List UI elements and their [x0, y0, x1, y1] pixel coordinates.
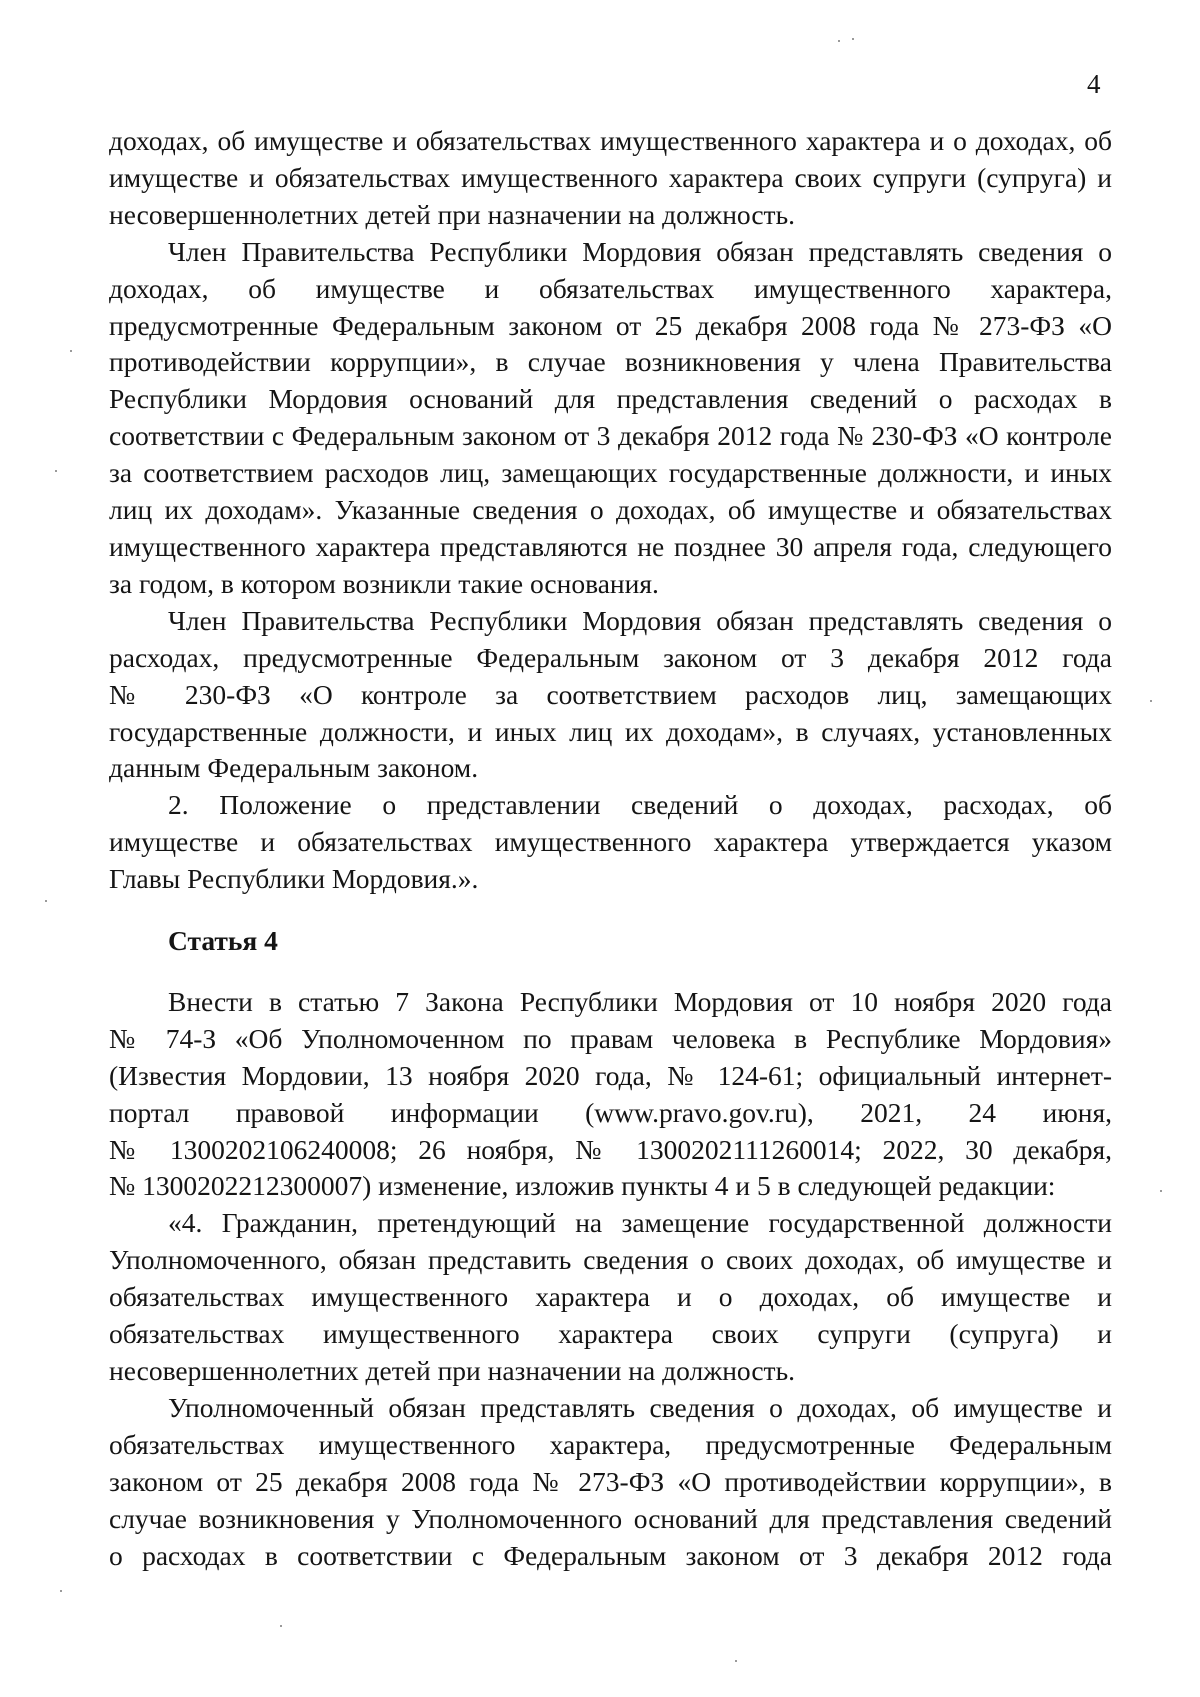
- text-line: государственные должности, и иных лиц их доходам», в случаях, установленных: [109, 715, 1112, 747]
- text-line: обязательствах имущественного характера и о доходах, об имуществе и: [109, 1281, 1112, 1313]
- text-line: 2. Положение о представлении сведений о доходах, расходах, об: [168, 789, 1112, 821]
- text-line: соответствии с Федеральным законом от 3 декабря 2012 года № 230-ФЗ «О контроле: [109, 420, 1112, 452]
- text-line: за соответствием расходов лиц, замещающих государственные должности, и иных: [109, 457, 1112, 489]
- page-number: 4: [1087, 69, 1101, 99]
- scan-speck: [60, 1590, 62, 1592]
- text-line: расходах, предусмотренные Федеральным законом от 3 декабря 2012 года: [109, 641, 1112, 673]
- text-line: противодействии коррупции», в случае возникновения у члена Правительства: [109, 346, 1112, 378]
- paragraph-continuation: [109, 123, 1112, 234]
- paragraph-ombudsman-reporting: [109, 1390, 1112, 1575]
- text-line: Республики Мордовия оснований для представления сведений о расходах в: [109, 383, 1112, 415]
- text-line: доходах, об имуществе и обязательствах имущественного характера,: [109, 272, 1112, 304]
- paragraph-item-4: [109, 1205, 1112, 1390]
- text-line: Внести в статью 7 Закона Республики Мордовия от 10 ноября 2020 года: [168, 985, 1112, 1017]
- text-line: имущественного характера представляются не позднее 30 апреля года, следующего: [109, 530, 1112, 562]
- text-line: Главы Республики Мордовия.».: [109, 863, 479, 895]
- text-line: имуществе и обязательствах имущественного характера своих супруги (супруга) и: [109, 161, 1112, 193]
- text-line: о расходах в соответствии с Федеральным законом от 3 декабря 2012 года: [109, 1539, 1112, 1571]
- paragraph-expense-reporting: [109, 603, 1112, 788]
- text-line: обязательствах имущественного характера своих супруги (супруга) и: [109, 1318, 1112, 1350]
- article-heading: Статья 4: [168, 925, 278, 957]
- text-line: № 230-ФЗ «О контроле за соответствием расходов лиц, замещающих: [109, 678, 1112, 710]
- scan-speck: [838, 40, 840, 42]
- text-line: № 74-З «Об Уполномоченном по правам человека в Республике Мордовия»: [109, 1022, 1112, 1054]
- text-line: предусмотренные Федеральным законом от 25 декабря 2008 года № 273-ФЗ «О: [109, 309, 1112, 341]
- text-line: (Известия Мордовии, 13 ноября 2020 года, № 124-61; официальный интернет-: [109, 1059, 1112, 1091]
- scan-speck: [1160, 1190, 1162, 1192]
- text-line: данным Федеральным законом.: [109, 752, 479, 784]
- scan-speck: [45, 900, 47, 902]
- text-line: портал правовой информации (www.pravo.gov.ru), 2021, 24 июня,: [109, 1096, 1112, 1128]
- scan-speck: [852, 38, 854, 40]
- text-line: несовершеннолетних детей при назначении на должность.: [109, 1355, 795, 1386]
- text-line: законом от 25 декабря 2008 года № 273-ФЗ «О противодействии коррупции», в: [109, 1465, 1112, 1497]
- text-line: Уполномоченного, обязан представить сведения о своих доходах, об имуществе и: [109, 1244, 1112, 1276]
- paragraph-income-reporting: [109, 234, 1112, 603]
- scan-speck: [280, 1625, 282, 1627]
- text-line: случае возникновения у Уполномоченного оснований для представления сведений: [109, 1502, 1112, 1534]
- text-line: доходах, об имуществе и обязательствах имущественного характера и о доходах, об: [109, 125, 1112, 156]
- scan-speck: [55, 470, 57, 472]
- text-line: Член Правительства Республики Мордовия обязан представлять сведения о: [168, 235, 1112, 267]
- scan-speck: [1150, 700, 1152, 702]
- text-line: № 1300202106240008; 26 ноября, № 1300202111260014; 2022, 30 декабря,: [109, 1133, 1112, 1165]
- text-line: № 1300202212300007) изменение, изложив пункты 4 и 5 в следующей редакции:: [109, 1170, 1056, 1202]
- scan-speck: [735, 1660, 737, 1662]
- text-line: лиц их доходам». Указанные сведения о доходах, об имуществе и обязательствах: [109, 494, 1112, 526]
- text-line: имуществе и обязательствах имущественного характера утверждается указом: [109, 826, 1112, 858]
- text-line: «4. Гражданин, претендующий на замещение государственной должности: [168, 1207, 1112, 1239]
- paragraph-article-intro: [109, 984, 1112, 1205]
- text-line: обязательствах имущественного характера, предусмотренные Федеральным: [109, 1428, 1112, 1460]
- document-body: [109, 123, 1112, 1574]
- text-line: несовершеннолетних детей при назначении на должность.: [109, 198, 795, 230]
- paragraph-item-2: [109, 787, 1112, 898]
- scan-speck: [70, 350, 72, 352]
- text-line: Уполномоченный обязан представлять сведения о доходах, об имуществе и: [168, 1391, 1112, 1423]
- text-line: за годом, в котором возникли такие основания.: [109, 567, 659, 599]
- text-line: Член Правительства Республики Мордовия обязан представлять сведения о: [168, 604, 1112, 636]
